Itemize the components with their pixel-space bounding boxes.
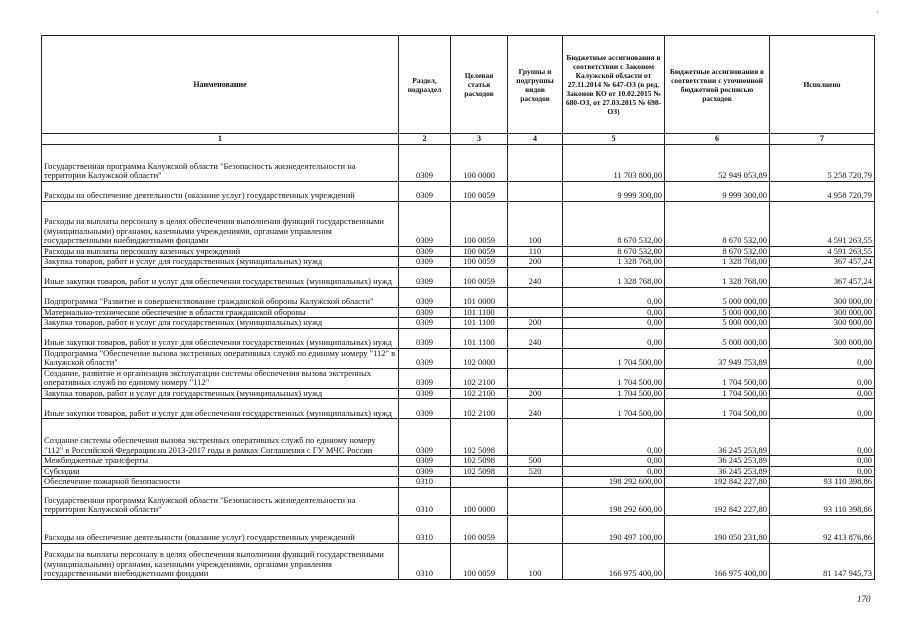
table-row xyxy=(42,181,875,201)
row-section: 0309 xyxy=(399,318,451,329)
table-row xyxy=(42,466,875,477)
row-group xyxy=(508,287,563,307)
row-law-amount: 0,00 xyxy=(563,287,665,307)
row-article: 102 5098 xyxy=(451,466,508,477)
row-name: Государственная программа Калужской области "Безопасность жизнедеятельности на территории Калужской области" xyxy=(42,144,399,181)
row-executed-amount: 0,00 xyxy=(770,348,875,368)
column-number-row xyxy=(42,134,875,145)
row-section: 0309 xyxy=(399,287,451,307)
column-number: 6 xyxy=(665,134,770,145)
row-group xyxy=(508,487,563,515)
row-updated-amount: 192 842 227,80 xyxy=(665,487,770,515)
row-updated-amount: 5 000 000,00 xyxy=(665,307,770,318)
row-section: 0309 xyxy=(399,348,451,368)
row-article: 101 1100 xyxy=(451,318,508,329)
row-article: 101 0000 xyxy=(451,287,508,307)
row-updated-amount: 1 328 768,00 xyxy=(665,267,770,287)
table-row xyxy=(42,246,875,257)
column-number: 5 xyxy=(563,134,665,145)
row-law-amount: 0,00 xyxy=(563,456,665,467)
header-article: Целевая статья расходов xyxy=(451,36,508,134)
row-name: Расходы на обеспечение деятельности (оказание услуг) государственных учреждений xyxy=(42,181,399,201)
row-law-amount: 0,00 xyxy=(563,466,665,477)
row-executed-amount: 0,00 xyxy=(770,456,875,467)
row-executed-amount: 92 413 876,86 xyxy=(770,515,875,543)
row-article: 102 5098 xyxy=(451,419,508,456)
row-section: 0309 xyxy=(399,419,451,456)
row-law-amount: 0,00 xyxy=(563,419,665,456)
page-number: 170 xyxy=(857,594,871,604)
row-group: 240 xyxy=(508,267,563,287)
row-name: Субсидии xyxy=(42,466,399,477)
row-updated-amount: 52 949 053,89 xyxy=(665,144,770,181)
row-section: 0309 xyxy=(399,307,451,318)
row-updated-amount: 8 670 532,00 xyxy=(665,201,770,246)
row-executed-amount: 367 457,24 xyxy=(770,257,875,268)
column-number: 7 xyxy=(770,134,875,145)
row-executed-amount: 93 110 398,86 xyxy=(770,477,875,488)
margin-mark: ' xyxy=(877,10,879,18)
row-group xyxy=(508,307,563,318)
row-article: 100 0059 xyxy=(451,201,508,246)
row-group: 200 xyxy=(508,388,563,399)
table-row xyxy=(42,456,875,467)
header-executed: Исполнено xyxy=(770,36,875,134)
header-section: Раздел, подраздел xyxy=(399,36,451,134)
table-row xyxy=(42,515,875,543)
row-section: 0309 xyxy=(399,456,451,467)
table-row xyxy=(42,368,875,388)
margin-mark: ' xyxy=(877,298,879,306)
column-number: 3 xyxy=(451,134,508,145)
row-group: 110 xyxy=(508,246,563,257)
row-name: Иные закупки товаров, работ и услуг для обеспечения государственных (муниципальных) нужд xyxy=(42,328,399,348)
table-header-row xyxy=(42,36,875,134)
row-article: 102 5098 xyxy=(451,456,508,467)
row-executed-amount: 5 258 720,79 xyxy=(770,144,875,181)
header-group: Группы и подгруппы видов расходов xyxy=(508,36,563,134)
row-law-amount: 198 292 600,00 xyxy=(563,487,665,515)
row-law-amount: 11 703 800,00 xyxy=(563,144,665,181)
row-name: Закупка товаров, работ и услуг для государственных (муниципальных) нужд xyxy=(42,318,399,329)
row-updated-amount: 5 000 000,00 xyxy=(665,328,770,348)
row-name: Создание, развитие и организация эксплуатации системы обеспечения вызова экстренных оперативных служб по единому номеру "112" xyxy=(42,368,399,388)
row-group xyxy=(508,144,563,181)
table-row xyxy=(42,267,875,287)
table-row xyxy=(42,388,875,399)
row-section: 0309 xyxy=(399,399,451,419)
header-updated-assignments: Бюджетные ассигнования в соответствии с уточненной бюджетной росписью расходов xyxy=(665,36,770,134)
row-name: Подпрограмма "Развитие и совершенствование гражданской обороны Калужской области" xyxy=(42,287,399,307)
row-group xyxy=(508,181,563,201)
table-row xyxy=(42,307,875,318)
table-row xyxy=(42,257,875,268)
row-name: Государственная программа Калужской области "Безопасность жизнедеятельности на территории Калужской области" xyxy=(42,487,399,515)
row-name: Создание системы обеспечения вызова экстренных оперативных служб по единому номеру "112" в Российской Федерации на 2013-2017 годы в рамках Соглашения с ГУ МЧС России xyxy=(42,419,399,456)
row-executed-amount: 0,00 xyxy=(770,368,875,388)
row-updated-amount: 37 949 753,89 xyxy=(665,348,770,368)
row-updated-amount: 8 670 532,00 xyxy=(665,246,770,257)
row-name: Расходы на выплаты персоналу в целях обеспечения выполнения функций государственными (муниципальными) органами, казенными учреждениями, органами управления государственными внебюджетными фондами xyxy=(42,201,399,246)
row-law-amount: 0,00 xyxy=(563,318,665,329)
row-law-amount: 1 704 500,00 xyxy=(563,399,665,419)
row-updated-amount: 1 704 500,00 xyxy=(665,399,770,419)
row-law-amount: 1 328 768,00 xyxy=(563,257,665,268)
row-name: Расходы на выплаты персоналу в целях обеспечения выполнения функций государственными (муниципальными) органами, казенными учреждениями, органами управления государственными внебюджетными фондами xyxy=(42,543,399,579)
row-updated-amount: 1 704 500,00 xyxy=(665,388,770,399)
row-name: Иные закупки товаров, работ и услуг для обеспечения государственных (муниципальных) нужд xyxy=(42,399,399,419)
row-name: Материально-техническое обеспечение в области гражданской обороны xyxy=(42,307,399,318)
row-updated-amount: 192 842 227,80 xyxy=(665,477,770,488)
row-section: 0309 xyxy=(399,246,451,257)
table-row xyxy=(42,477,875,488)
row-article: 100 0059 xyxy=(451,515,508,543)
row-article: 100 0059 xyxy=(451,267,508,287)
row-law-amount: 0,00 xyxy=(563,328,665,348)
table-row xyxy=(42,318,875,329)
row-name: Расходы на выплаты персоналу казенных учреждений xyxy=(42,246,399,257)
row-group xyxy=(508,477,563,488)
row-law-amount: 8 670 532,00 xyxy=(563,246,665,257)
row-article xyxy=(451,477,508,488)
row-law-amount: 166 975 400,00 xyxy=(563,543,665,579)
row-name: Иные закупки товаров, работ и услуг для обеспечения государственных (муниципальных) нужд xyxy=(42,267,399,287)
row-updated-amount: 36 245 253,89 xyxy=(665,419,770,456)
table-body xyxy=(42,144,875,579)
row-updated-amount: 1 704 500,00 xyxy=(665,368,770,388)
row-article: 100 0000 xyxy=(451,487,508,515)
row-executed-amount: 0,00 xyxy=(770,388,875,399)
row-law-amount: 9 999 300,00 xyxy=(563,181,665,201)
row-group: 200 xyxy=(508,257,563,268)
row-article: 100 0059 xyxy=(451,246,508,257)
column-number: 1 xyxy=(42,134,399,145)
column-number: 4 xyxy=(508,134,563,145)
row-section: 0310 xyxy=(399,515,451,543)
row-article: 100 0059 xyxy=(451,257,508,268)
row-updated-amount: 9 999 300,00 xyxy=(665,181,770,201)
row-executed-amount: 0,00 xyxy=(770,466,875,477)
row-section: 0310 xyxy=(399,477,451,488)
row-name: Закупка товаров, работ и услуг для государственных (муниципальных) нужд xyxy=(42,388,399,399)
row-updated-amount: 1 328 768,00 xyxy=(665,257,770,268)
row-section: 0309 xyxy=(399,368,451,388)
table-row xyxy=(42,201,875,246)
row-law-amount: 190 497 100,00 xyxy=(563,515,665,543)
row-law-amount: 0,00 xyxy=(563,307,665,318)
row-law-amount: 1 704 500,00 xyxy=(563,348,665,368)
row-group: 240 xyxy=(508,328,563,348)
row-group xyxy=(508,348,563,368)
row-executed-amount: 0,00 xyxy=(770,399,875,419)
row-article: 100 0059 xyxy=(451,543,508,579)
row-executed-amount: 300 000,00 xyxy=(770,328,875,348)
row-updated-amount: 36 245 253,89 xyxy=(665,456,770,467)
row-group: 500 xyxy=(508,456,563,467)
row-updated-amount: 166 975 400,00 xyxy=(665,543,770,579)
row-law-amount: 198 292 600,00 xyxy=(563,477,665,488)
row-executed-amount: 300 000,00 xyxy=(770,318,875,329)
row-law-amount: 1 328 768,00 xyxy=(563,267,665,287)
row-law-amount: 1 704 500,00 xyxy=(563,368,665,388)
header-law-assignments: Бюджетные ассигнования в соответствии с Законом Калужской области от 27.11.2014 № 647-ОЗ (в ред. Законов КО от 10.02.2015 № 680-ОЗ, от 27.03.2015 № 698-ОЗ) xyxy=(563,36,665,134)
row-group xyxy=(508,368,563,388)
row-name: Обеспечение пожарной безопасности xyxy=(42,477,399,488)
row-executed-amount: 367 457,24 xyxy=(770,267,875,287)
row-section: 0309 xyxy=(399,201,451,246)
column-number: 2 xyxy=(399,134,451,145)
row-group: 520 xyxy=(508,466,563,477)
table-row xyxy=(42,487,875,515)
row-section: 0309 xyxy=(399,328,451,348)
row-executed-amount: 4 591 263,55 xyxy=(770,201,875,246)
row-updated-amount: 5 000 000,00 xyxy=(665,318,770,329)
budget-table xyxy=(41,35,875,580)
row-section: 0309 xyxy=(399,466,451,477)
table-row xyxy=(42,348,875,368)
row-section: 0309 xyxy=(399,181,451,201)
row-executed-amount: 93 110 398,86 xyxy=(770,487,875,515)
table-row xyxy=(42,144,875,181)
table-row xyxy=(42,287,875,307)
row-section: 0310 xyxy=(399,543,451,579)
row-law-amount: 8 670 532,00 xyxy=(563,201,665,246)
row-section: 0309 xyxy=(399,144,451,181)
row-article: 101 1100 xyxy=(451,328,508,348)
row-section: 0309 xyxy=(399,267,451,287)
row-executed-amount: 4 958 720,79 xyxy=(770,181,875,201)
row-updated-amount: 5 000 000,00 xyxy=(665,287,770,307)
row-executed-amount: 81 147 945,73 xyxy=(770,543,875,579)
row-updated-amount: 36 245 253,89 xyxy=(665,466,770,477)
row-name: Расходы на обеспечение деятельности (оказание услуг) государственных учреждений xyxy=(42,515,399,543)
row-section: 0310 xyxy=(399,487,451,515)
row-executed-amount: 300 000,00 xyxy=(770,307,875,318)
table-row xyxy=(42,328,875,348)
row-name: Закупка товаров, работ и услуг для государственных (муниципальных) нужд xyxy=(42,257,399,268)
row-law-amount: 1 704 500,00 xyxy=(563,388,665,399)
row-article: 102 0000 xyxy=(451,348,508,368)
row-group xyxy=(508,419,563,456)
row-group: 240 xyxy=(508,399,563,419)
row-executed-amount: 0,00 xyxy=(770,419,875,456)
row-group: 100 xyxy=(508,201,563,246)
row-article: 102 2100 xyxy=(451,368,508,388)
row-article: 101 1100 xyxy=(451,307,508,318)
row-executed-amount: 300 000,00 xyxy=(770,287,875,307)
row-name: Подпрограмма "Обеспечение вызова экстренных оперативных служб по единому номеру "112" в Калужской области" xyxy=(42,348,399,368)
row-name: Межбюджетные трансферты xyxy=(42,456,399,467)
row-article: 102 2100 xyxy=(451,388,508,399)
row-group: 100 xyxy=(508,543,563,579)
row-executed-amount: 4 591 263,55 xyxy=(770,246,875,257)
row-updated-amount: 190 050 231,80 xyxy=(665,515,770,543)
header-name: Наименование xyxy=(42,36,399,134)
row-article: 102 2100 xyxy=(451,399,508,419)
row-article: 100 0059 xyxy=(451,181,508,201)
table-row xyxy=(42,419,875,456)
table-row xyxy=(42,399,875,419)
row-article: 100 0000 xyxy=(451,144,508,181)
table-row xyxy=(42,543,875,579)
row-group xyxy=(508,515,563,543)
row-section: 0309 xyxy=(399,257,451,268)
row-section: 0309 xyxy=(399,388,451,399)
row-group: 200 xyxy=(508,318,563,329)
